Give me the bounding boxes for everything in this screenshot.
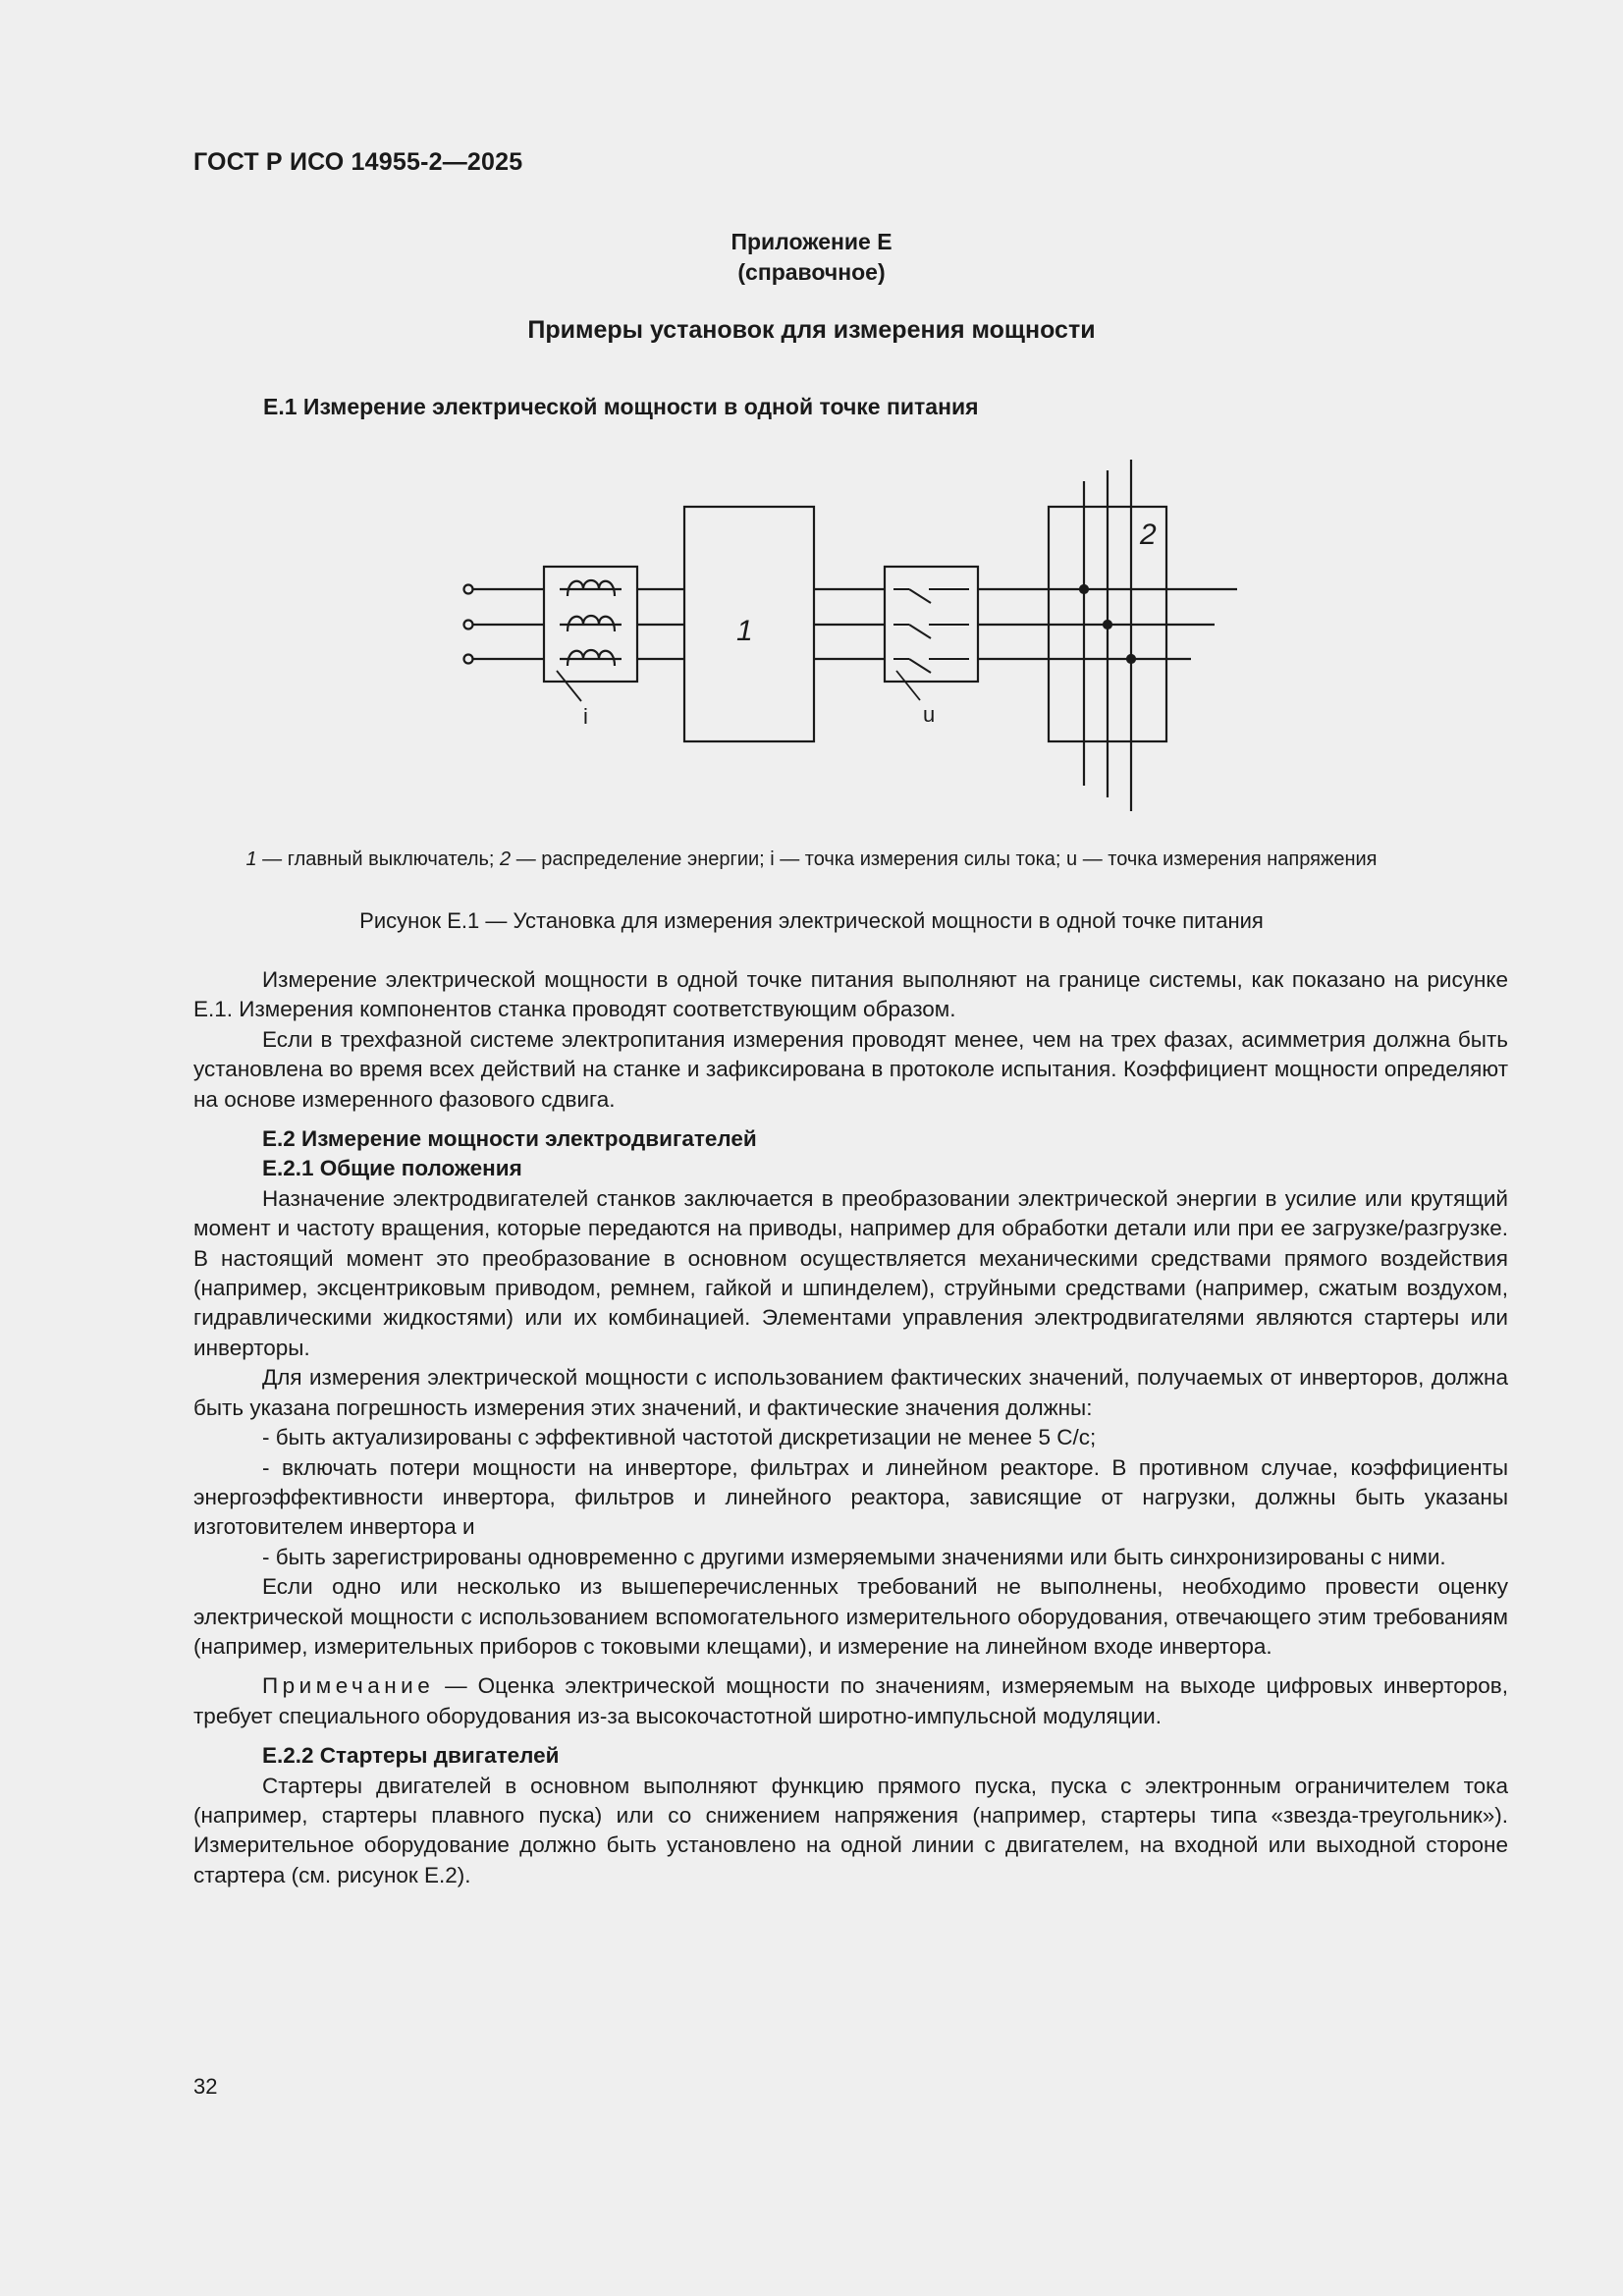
note-text: — Оценка электрической мощности по значениям, измеряемым на выходе цифровых инверторов, требует специального оборудования из-за высокочастотной широтно-импульсной модуляции. bbox=[193, 1673, 1508, 1728]
paragraph-1: Измерение электрической мощности в одной точке питания выполняют на границе системы, как показано на рисунке Е.1. Измерения компонентов станка проводят соответствующим образом. bbox=[193, 967, 1508, 1022]
paragraph-5: Если одно или несколько из вышеперечисленных требований не выполнены, необходимо провести оценку электрической мощности с использованием вспомогательного измерительного оборудования, отвечающего этим требованиям (например, измерительных приборов с токовыми клещами), и измерение на линейном входе инвертора. bbox=[193, 1574, 1508, 1659]
document-header: ГОСТ Р ИСО 14955-2—2025 bbox=[193, 148, 523, 176]
figure-legend bbox=[0, 848, 1623, 871]
paragraph-6: Стартеры двигателей в основном выполняют функцию прямого пуска, пуска с электронным ограничителем тока (например, стартеры плавного пуска) или со снижением напряжения (например, стартеры типа «звезда-треугольник»). Измерительное оборудование должно быть установлено на одной линии с двигателем, на входной или выходной стороне стартера (см. рисунок Е.2). bbox=[193, 1773, 1508, 1887]
figure-caption: Рисунок Е.1 — Установка для измерения электрической мощности в одной точке питания bbox=[359, 908, 1264, 933]
note bbox=[193, 1671, 1508, 1731]
annex-line-2: (справочное) bbox=[737, 259, 886, 285]
figure-label-u: u bbox=[923, 702, 936, 727]
section-e1-heading: Е.1 Измерение электрической мощности в одной точке питания bbox=[263, 394, 979, 419]
section-e21-heading: Е.2.1 Общие положения bbox=[262, 1156, 522, 1181]
input-terminal-2 bbox=[464, 621, 473, 629]
figure-label-i: i bbox=[583, 704, 588, 729]
section-e2-heading: Е.2 Измерение мощности электродвигателей bbox=[262, 1126, 757, 1152]
junction-dot-1 bbox=[1080, 585, 1088, 593]
annex-title: Примеры установок для измерения мощности bbox=[527, 316, 1096, 344]
legend-num-2: 2 bbox=[500, 848, 512, 870]
list-item-2: - включать потери мощности на инверторе, фильтрах и линейном реакторе. В противном случае, коэффициенты энергоэффективности инвертора, фильтров и линейного реактора, зависящие от нагрузки, должны быть указаны изготовителем инвертора и bbox=[193, 1454, 1508, 1540]
figure-label-1: 1 bbox=[736, 615, 753, 647]
note-label: Примечание bbox=[262, 1673, 435, 1699]
legend-text-2: — распределение энергии; i — точка измерения силы тока; u — точка измерения напряжения bbox=[511, 848, 1378, 870]
junction-dot-3 bbox=[1127, 655, 1135, 663]
list-item-3: - быть зарегистрированы одновременно с другими измеряемыми значениями или быть синхронизированы с ними. bbox=[262, 1544, 1446, 1569]
list-item-1: - быть актуализированы с эффективной частотой дискретизации не менее 5 С/с; bbox=[262, 1425, 1097, 1450]
figure-e1-diagram bbox=[0, 0, 1623, 845]
legend-num-1: 1 bbox=[245, 848, 257, 870]
body-text bbox=[193, 965, 1508, 1890]
paragraph-3: Назначение электродвигателей станков заключается в преобразовании электрической энергии в усилие или крутящий момент и частоту вращения, которые передаются на приводы, например для обработки детали или при ее загрузке/разгрузке. В настоящий момент это преобразование в основном осуществляется механическими средствами прямого воздействия (например, эксцентриковым приводом, ремнем, гайкой и шпинделем), струйными средствами (например, сжатым воздухом, гидравлическими жидкостями) или их комбинацией. Элементами управления электродвигателями являются стартеры или инверторы. bbox=[193, 1185, 1508, 1360]
page-number: 32 bbox=[193, 2074, 218, 2099]
input-terminal-3 bbox=[464, 655, 473, 664]
input-terminal-1 bbox=[464, 585, 473, 594]
section-e22-heading: Е.2.2 Стартеры двигателей bbox=[262, 1743, 560, 1769]
junction-dot-2 bbox=[1104, 621, 1111, 629]
paragraph-2: Если в трехфазной системе электропитания измерения проводят менее, чем на трех фазах, асимметрия должна быть установлена во время всех действий на станке и зафиксирована в протоколе испытания. Коэффициент мощности определяют на основе измеренного фазового сдвига. bbox=[193, 1026, 1508, 1112]
legend-text-1: — главный выключатель; bbox=[256, 848, 501, 870]
figure-label-2: 2 bbox=[1140, 519, 1157, 551]
paragraph-4: Для измерения электрической мощности с использованием фактических значений, получаемых от инверторов, должна быть указана погрешность измерения этих значений, и фактические значения должны: bbox=[193, 1365, 1508, 1420]
annex-line-1: Приложение Е bbox=[730, 229, 893, 254]
